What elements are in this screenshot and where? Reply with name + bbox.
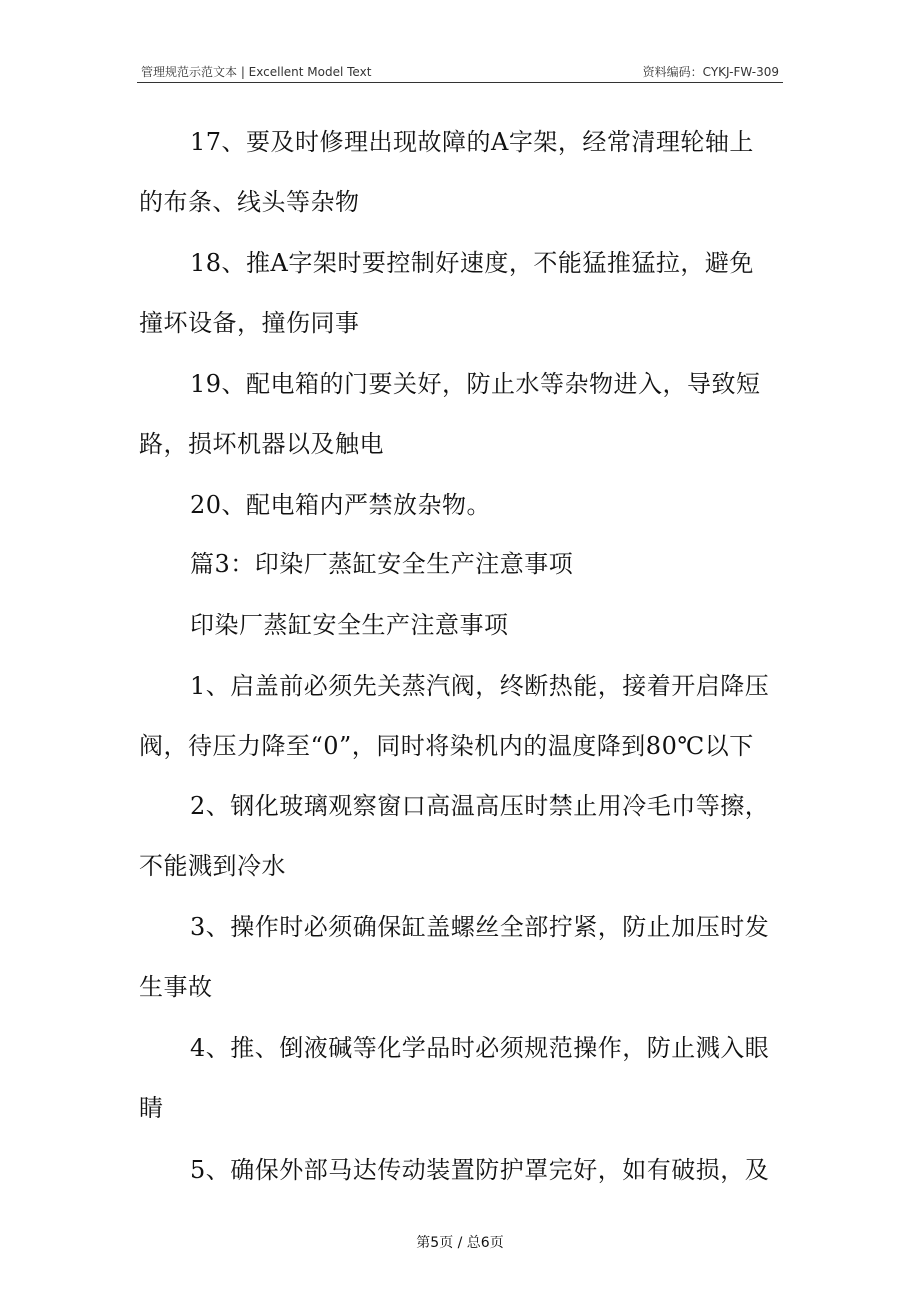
body-line: 4、推、倒液碱等化学品时必须规范操作，防止溅入眼: [190, 1034, 770, 1062]
body-line: 不能溅到冷水: [139, 852, 286, 880]
header-doc-code: 资料编码：CYKJ-FW-309: [642, 65, 779, 79]
body-line: 17、要及时修理出现故障的A字架，经常清理轮轴上: [190, 128, 754, 156]
body-line: 阀，待压力降至“0”，同时将染机内的温度降到80℃以下: [139, 732, 754, 760]
body-line: 的布条、线头等杂物: [139, 188, 360, 216]
body-line: 路，损坏机器以及触电: [139, 430, 384, 458]
body-line: 睛: [139, 1094, 164, 1122]
body-line: 1、启盖前必须先关蒸汽阀，终断热能，接着开启降压: [190, 672, 770, 700]
section-subtitle: 印染厂蒸缸安全生产注意事项: [190, 611, 509, 639]
body-line: 3、操作时必须确保缸盖螺丝全部拧紧，防止加压时发: [190, 913, 770, 941]
body-line: 生事故: [139, 973, 213, 1001]
body-line: 19、配电箱的门要关好，防止水等杂物进入，导致短: [190, 370, 761, 398]
body-line: 撞坏设备，撞伤同事: [139, 309, 360, 337]
header-doc-title: 管理规范示范文本 | Excellent Model Text: [141, 65, 372, 79]
body-line: 2、钢化玻璃观察窗口高温高压时禁止用冷毛巾等擦，: [190, 792, 770, 820]
body-line: 5、确保外部马达传动装置防护罩完好，如有破损，及: [190, 1156, 770, 1184]
body-line: 18、推A字架时要控制好速度，不能猛推猛拉，避免: [190, 249, 754, 277]
section-title: 篇3：印染厂蒸缸安全生产注意事项: [190, 550, 574, 578]
body-line: 20、配电箱内严禁放杂物。: [190, 491, 492, 519]
page-number: 第5页 / 总6页: [416, 1235, 504, 1251]
